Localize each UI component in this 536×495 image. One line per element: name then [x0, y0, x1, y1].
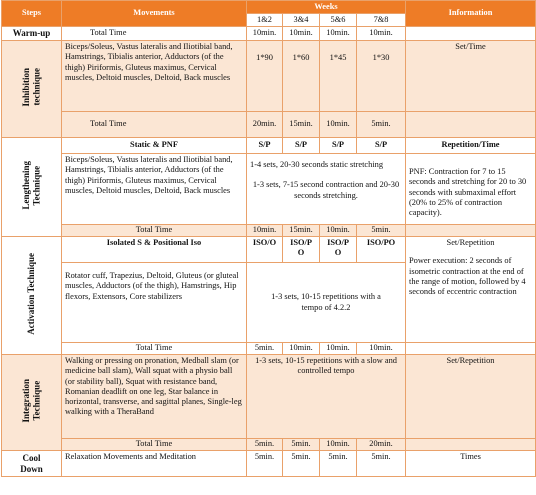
activation-sub-4: ISO/PO [357, 237, 406, 263]
integration-movement: Walking or pressing on pronation, Medball slam (or medicine ball slam), Wall squat with a physio ball (or stability ball), Squat with resistance band, Romanian deadlift on one leg, Star balance in horizontal, transverse, and sagittal planes, Single-leg walking with a TheraBand [62, 355, 247, 439]
inhibition-total-row [2, 112, 536, 138]
inhibition-week-1: 1*90 [247, 41, 283, 112]
activation-info: Power execution: 2 seconds of isometric contraction at the end of the range of motion, followed by 4 seconds of eccentric contraction [409, 256, 526, 296]
activation-protocol: 1-3 sets, 10-15 repetitions with a tempo of 4.2.2 [247, 263, 406, 343]
lengthening-total-info [406, 225, 536, 237]
lengthening-subheader: Static & PNF [62, 138, 247, 154]
cooldown-info: Times [406, 451, 536, 477]
lengthening-total-2: 15min. [283, 225, 320, 237]
cooldown-week-2: 5min. [283, 451, 320, 477]
lengthening-total-4: 5min. [357, 225, 406, 237]
lengthening-total-1: 10min. [247, 225, 283, 237]
inhibition-week-3: 1*45 [320, 41, 357, 112]
header-information: Information [406, 1, 536, 27]
cooldown-step: Cool Down [2, 451, 62, 477]
warmup-week-2: 10min. [283, 27, 320, 41]
training-protocol-table [1, 0, 536, 477]
inhibition-total-2: 15min. [283, 112, 320, 138]
week-col-2: 3&4 [283, 14, 320, 27]
inhibition-total-1: 20min. [247, 112, 283, 138]
integration-total-2: 5min. [283, 439, 320, 451]
warmup-movement: Total Time [62, 27, 247, 41]
inhibition-week-4: 1*30 [357, 41, 406, 112]
integration-total-info [406, 439, 536, 451]
header-movements: Movements [62, 1, 247, 27]
lengthening-protocol [247, 154, 406, 225]
warmup-step: Warm-up [2, 27, 62, 41]
cooldown-week-4: 5min. [357, 451, 406, 477]
header-steps: Steps [2, 1, 62, 27]
inhibition-movement: Biceps/Soleus, Vastus lateralis and Iliotibial band, Hamstrings, Tibialis anterior, Adductors (of the thigh) Piriformis, Gluteus maximus, Cervical muscles, Deltoid muscles, Deltoid, Back muscles [62, 41, 247, 112]
integration-total-label: Total Time [62, 439, 247, 451]
warmup-row [2, 27, 536, 41]
activation-subheader-row [2, 237, 536, 263]
inhibition-info: Set/Time [406, 41, 536, 112]
lengthening-info-title: Repetition/Time [406, 138, 536, 154]
activation-total-4: 10min. [357, 343, 406, 355]
integration-protocol: 1-3 sets, 10-15 repetitions with a slow and controlled tempo [247, 355, 406, 439]
activation-sub-3: ISO/P O [320, 237, 357, 263]
activation-total-label: Total Time [62, 343, 247, 355]
inhibition-week-2: 1*60 [283, 41, 320, 112]
integration-total-4: 20min. [357, 439, 406, 451]
lengthening-total-3: 10min. [320, 225, 357, 237]
lengthening-sub-4: S/P [357, 138, 406, 154]
lengthening-sub-2: S/P [283, 138, 320, 154]
activation-step: Activation Technique [2, 237, 62, 355]
integration-total-row [2, 439, 536, 451]
activation-total-3: 10min. [320, 343, 357, 355]
integration-total-1: 5min. [247, 439, 283, 451]
inhibition-step: Inhibition technique [2, 41, 62, 138]
lengthening-sub-1: S/P [247, 138, 283, 154]
lengthening-protocol-1: 1-4 sets, 20-30 seconds static stretching [250, 160, 384, 169]
integration-info: Set/Repetition [406, 355, 536, 439]
activation-total-1: 5min. [247, 343, 283, 355]
warmup-week-4: 10min. [357, 27, 406, 41]
inhibition-total-label: Total Time [62, 112, 247, 138]
lengthening-protocol-2: 1-3 sets, 7-15 second contraction and 20-30 seconds stretching. [252, 180, 400, 200]
inhibition-total-3: 10min. [320, 112, 357, 138]
warmup-info [406, 27, 536, 41]
activation-total-row [2, 343, 536, 355]
week-col-4: 7&8 [357, 14, 406, 27]
header-row [2, 1, 536, 14]
lengthening-step: Lengthening Technique [2, 138, 62, 237]
cooldown-week-1: 5min. [247, 451, 283, 477]
lengthening-subheader-row [2, 138, 536, 154]
inhibition-total-info [406, 112, 536, 138]
integration-step: Integration Technique [2, 355, 62, 451]
cooldown-week-3: 5min. [320, 451, 357, 477]
inhibition-total-4: 5min. [357, 112, 406, 138]
inhibition-row [2, 41, 536, 112]
week-col-3: 5&6 [320, 14, 357, 27]
activation-info-title: Set/Repetition [446, 238, 495, 247]
warmup-week-1: 10min. [247, 27, 283, 41]
lengthening-sub-3: S/P [320, 138, 357, 154]
activation-sub-1: ISO/O [247, 237, 283, 263]
cooldown-row [2, 451, 536, 477]
activation-movement: Rotator cuff, Trapezius, Deltoid, Gluteus (or gluteal muscles, Adductors (of the thigh), Hamstrings, Hip flexors, Extensors, Core stabilizers [62, 263, 247, 343]
header-weeks: Weeks [247, 1, 406, 14]
lengthening-movement: Biceps/Soleus, Vastus lateralis and Iliotibial band, Hamstrings, Tibialis anterior, Adductors (of the thigh) Piriformis, Gluteus maximus, Cervical muscles, Deltoid muscles, Deltoid, Back muscles [62, 154, 247, 225]
lengthening-total-row [2, 225, 536, 237]
week-col-1: 1&2 [247, 14, 283, 27]
integration-row [2, 355, 536, 439]
activation-total-2: 10min. [283, 343, 320, 355]
activation-info-cell [406, 237, 536, 343]
integration-total-3: 10min. [320, 439, 357, 451]
lengthening-row [2, 154, 536, 225]
warmup-week-3: 10min. [320, 27, 357, 41]
activation-subheader: Isolated S & Positional Iso [62, 237, 247, 263]
activation-total-info [406, 343, 536, 355]
lengthening-total-label: Total Time [62, 225, 247, 237]
activation-sub-2: ISO/P O [283, 237, 320, 263]
lengthening-info: PNF: Contraction for 7 to 15 seconds and stretching for 20 to 30 seconds with submaximal effort (20% to 25% of contraction capacity). [406, 154, 536, 225]
cooldown-movement: Relaxation Movements and Meditation [62, 451, 247, 477]
